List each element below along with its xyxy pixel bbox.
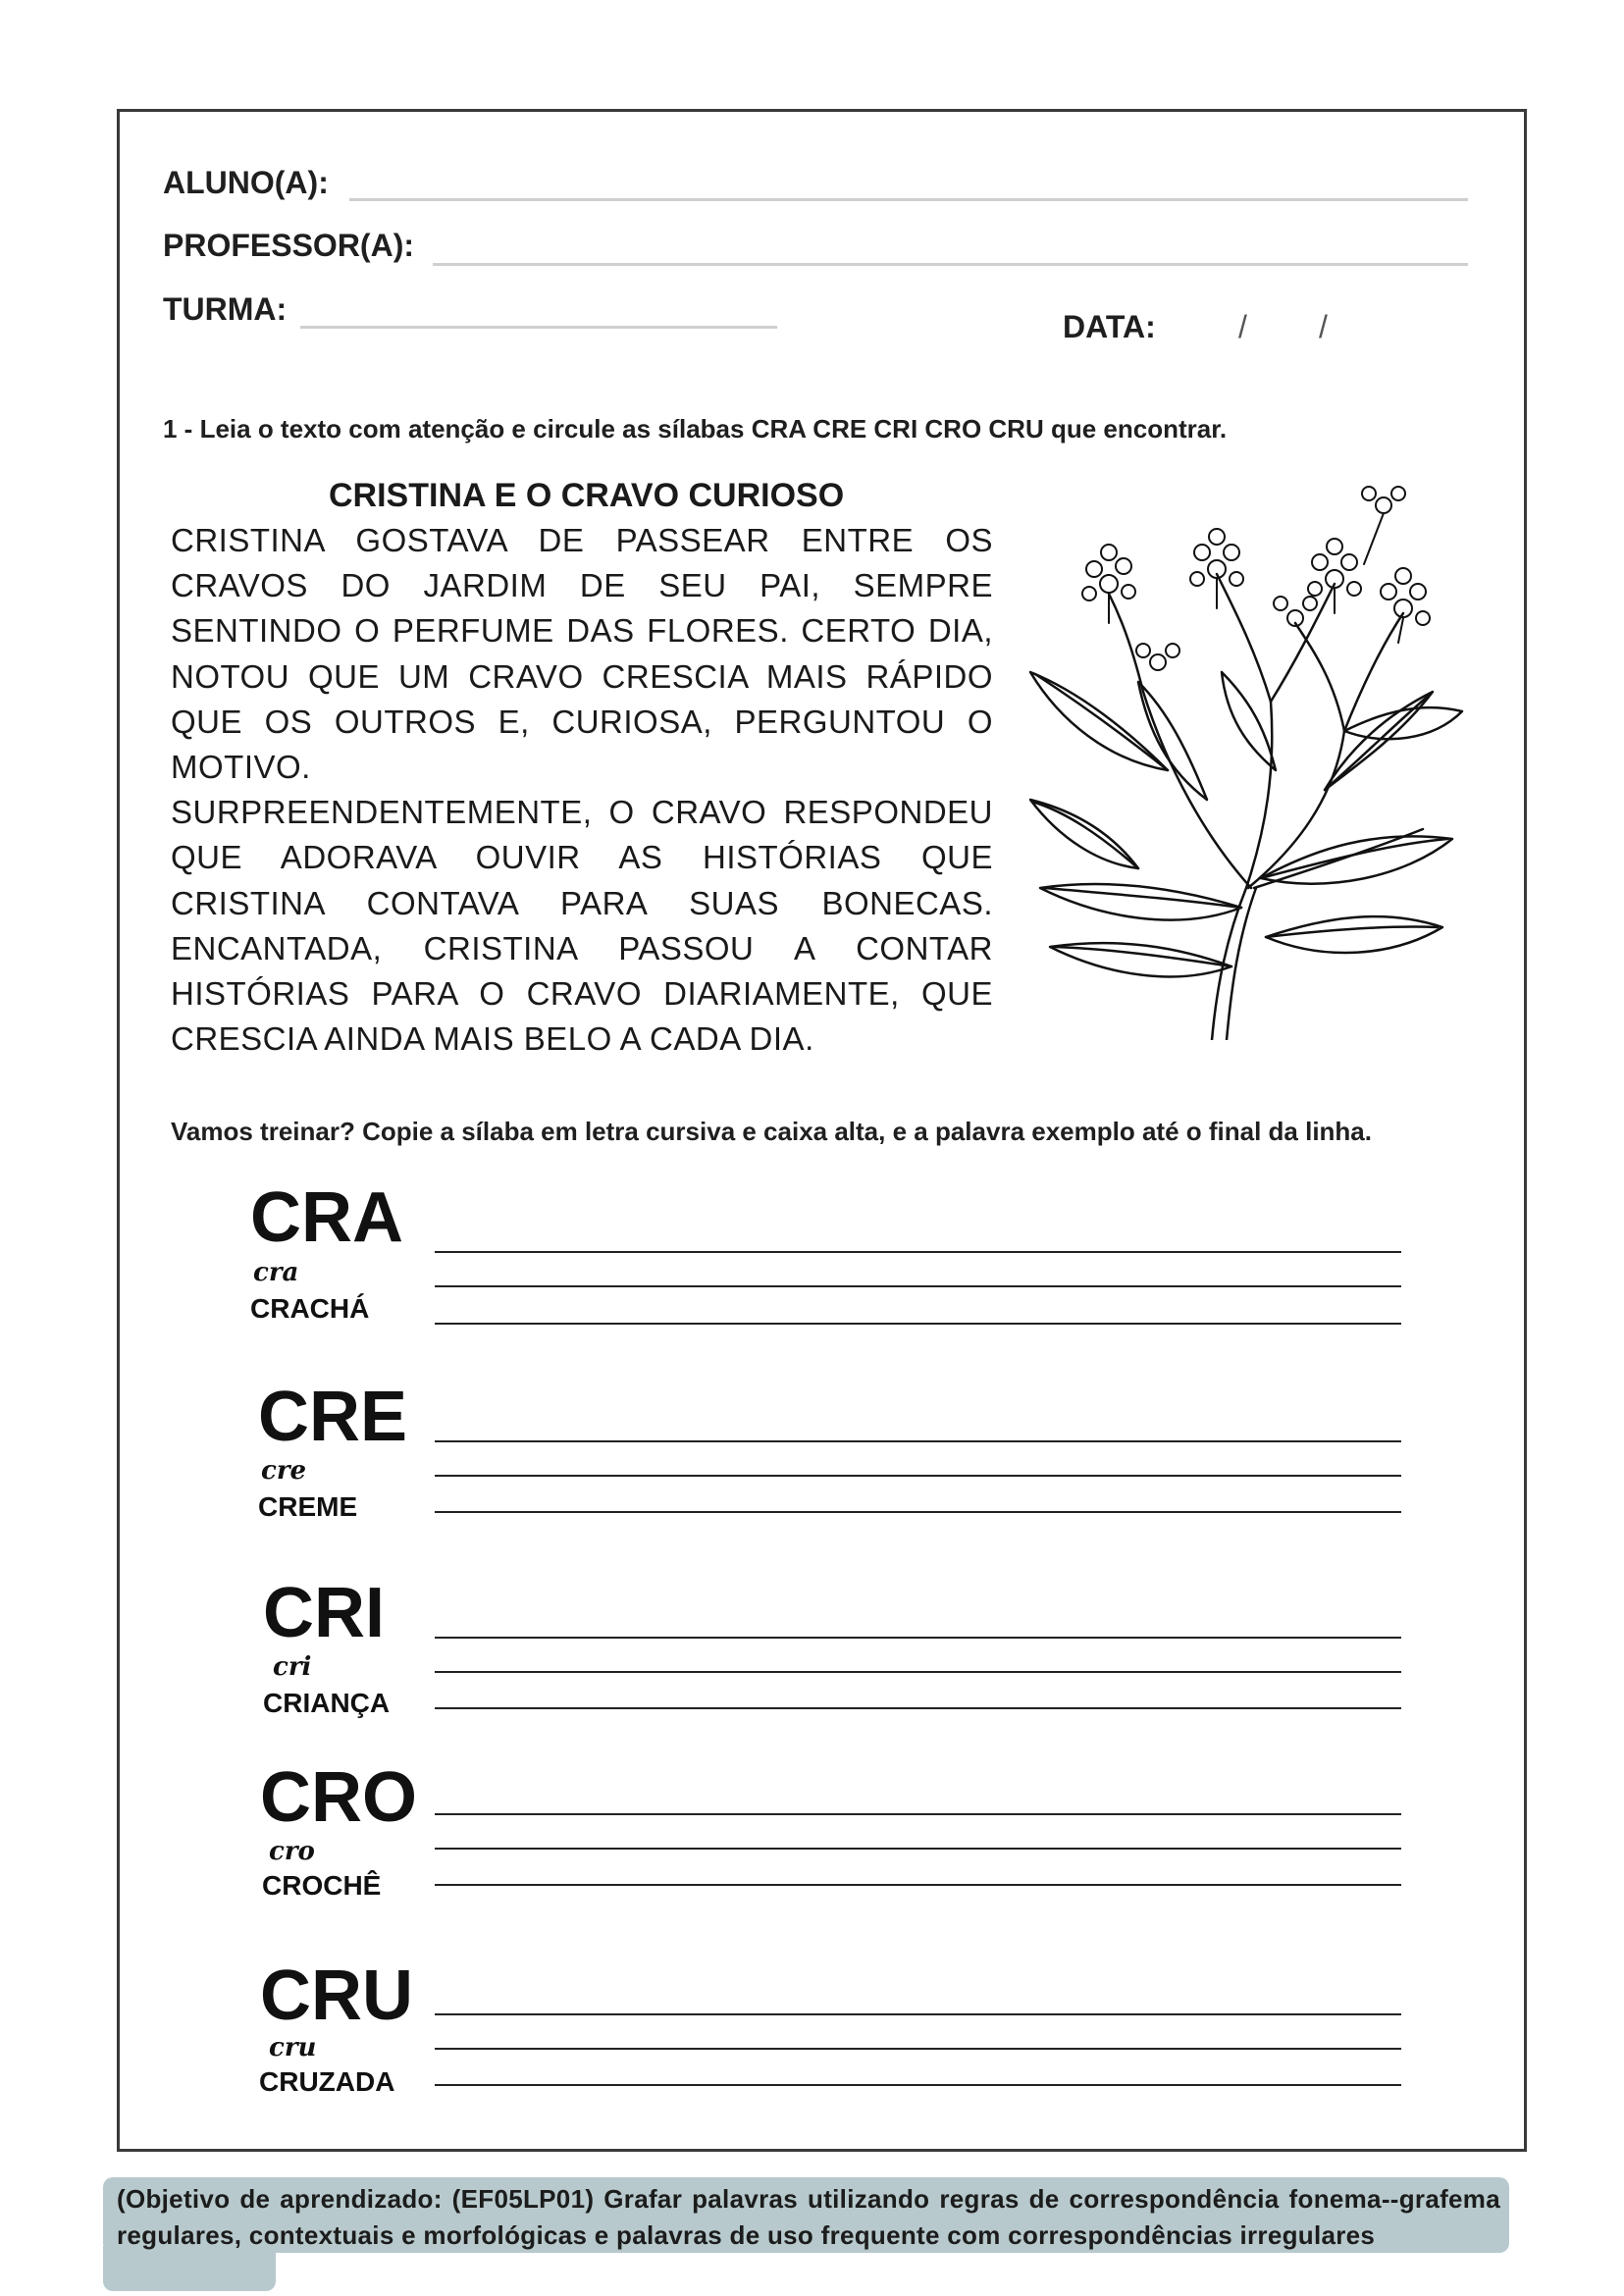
example-word-creme: CREME	[258, 1491, 358, 1522]
story-paragraph-2: SURPREENDENTEMENTE, O CRAVO RESPONDEU QUE ADORAVA OUVIR AS HISTÓRIAS QUE CRISTINA CONTAVA PARA SUAS BONECAS. ENCANTADA, CRISTINA PASSOU A CONTAR HISTÓRIAS PARA O CRAVO DIARIAMENTE, QUE CRESCIA AINDA MAIS BELO A CADA DIA.	[171, 794, 993, 1058]
writing-line[interactable]	[435, 1285, 1401, 1287]
writing-line[interactable]	[435, 2084, 1401, 2086]
teacher-name-line[interactable]	[433, 263, 1468, 266]
example-word-crochê: CROCHÊ	[262, 1870, 382, 1901]
class-line[interactable]	[300, 326, 777, 329]
writing-line[interactable]	[435, 1707, 1401, 1709]
syllable-cra: CRA	[250, 1178, 403, 1257]
writing-line[interactable]	[435, 1475, 1401, 1477]
syllable-cru: CRU	[260, 1957, 413, 2035]
student-name-line[interactable]	[349, 198, 1468, 201]
clove-plant-illustration	[1021, 476, 1472, 1040]
teacher-label: PROFESSOR(A):	[163, 228, 414, 263]
learning-objective-text: (Objetivo de aprendizado: (EF05LP01) Grafar palavras utilizando regras de correspondência fonema--grafema regulares, contextuais e morfológicas e palavras de uso frequente com correspondências irregulares	[117, 2184, 1500, 2250]
exercise-1-instruction: 1 - Leia o texto com atenção e circule as sílabas CRA CRE CRI CRO CRU que encontrar.	[163, 414, 1228, 444]
cursive-cri: cri	[273, 1652, 312, 1682]
story-paragraph-1: CRISTINA GOSTAVA DE PASSEAR ENTRE OS CRAVOS DO JARDIM DE SEU PAI, SEMPRE SENTINDO O PERFUME DAS FLORES. CERTO DIA, NOTOU QUE UM CRAVO CRESCIA MAIS RÁPIDO QUE OS OUTROS E, CURIOSA, PERGUNTOU O MOTIVO.	[171, 522, 993, 786]
writing-line[interactable]	[435, 1511, 1401, 1513]
example-word-crachá: CRACHÁ	[250, 1293, 370, 1324]
cursive-cru: cru	[269, 2033, 317, 2062]
syllable-cro: CRO	[260, 1758, 417, 1837]
writing-line[interactable]	[435, 1848, 1401, 1850]
class-label: TURMA:	[163, 291, 288, 327]
writing-line[interactable]	[435, 1671, 1401, 1673]
cursive-cro: cro	[269, 1837, 315, 1866]
writing-line[interactable]	[435, 2048, 1401, 2050]
writing-line[interactable]	[435, 1637, 1401, 1639]
example-word-cruzada: CRUZADA	[259, 2066, 395, 2097]
cursive-cre: cre	[261, 1456, 307, 1486]
writing-line[interactable]	[435, 2013, 1401, 2015]
date-separator-2: /	[1319, 309, 1328, 344]
story-title: CRISTINA E O CRAVO CURIOSO	[329, 477, 845, 514]
writing-line[interactable]	[435, 1813, 1401, 1815]
date-label: DATA:	[1063, 309, 1156, 344]
writing-line[interactable]	[435, 1323, 1401, 1325]
learning-objective-box	[103, 2177, 1509, 2291]
story-text	[171, 518, 993, 1062]
writing-line[interactable]	[435, 1440, 1401, 1442]
writing-line[interactable]	[435, 1251, 1401, 1253]
writing-line[interactable]	[435, 1884, 1401, 1886]
practice-instruction: Vamos treinar? Copie a sílaba em letra cursiva e caixa alta, e a palavra exemplo até o final da linha.	[171, 1117, 1372, 1146]
date-separator-1: /	[1238, 309, 1247, 344]
syllable-cri: CRI	[263, 1574, 385, 1652]
student-label: ALUNO(A):	[163, 165, 329, 200]
example-word-criança: CRIANÇA	[263, 1688, 391, 1718]
cursive-cra: cra	[253, 1258, 299, 1287]
syllable-cre: CRE	[258, 1378, 408, 1456]
